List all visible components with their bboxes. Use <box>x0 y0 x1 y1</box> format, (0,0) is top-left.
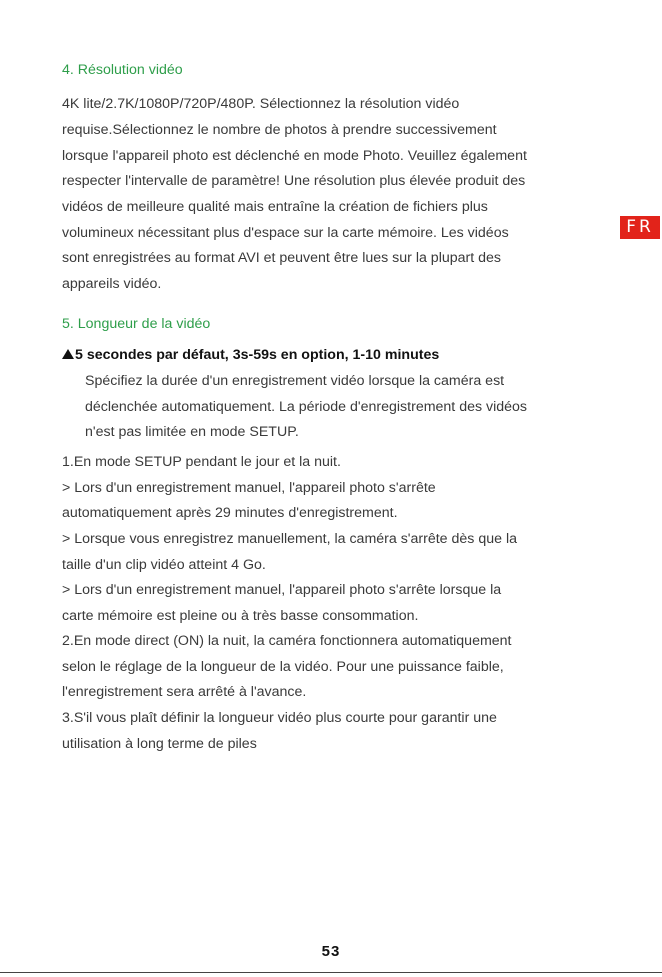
page-number: 53 <box>321 943 341 960</box>
body-line: carte mémoire est pleine ou à très basse consommation. <box>62 608 419 624</box>
body-line: selon le réglage de la longueur de la vidéo. Pour une puissance faible, <box>62 659 504 675</box>
default-note-text: 5 secondes par défaut, 3s-59s en option, 1-10 minutes <box>75 347 440 363</box>
body-line: appareils vidéo. <box>62 276 162 292</box>
indented-line: Spécifiez la durée d'un enregistrement vidéo lorsque la caméra est <box>85 373 505 389</box>
body-line: 4K lite/2.7K/1080P/720P/480P. Sélectionnez la résolution vidéo <box>62 96 460 112</box>
body-line: volumineux nécessitant plus d'espace sur la carte mémoire. Les vidéos <box>62 225 509 241</box>
body-line: requise.Sélectionnez le nombre de photos à prendre successivement <box>62 122 497 138</box>
body-line: sont enregistrées au format AVI et peuvent être lues sur la plupart des <box>62 250 502 266</box>
section-5-heading: 5. Longueur de la vidéo <box>62 316 211 332</box>
body-line: > Lors d'un enregistrement manuel, l'appareil photo s'arrête lorsque la <box>62 582 502 598</box>
body-line: respecter l'intervalle de paramètre! Une résolution plus élevée produit des <box>62 173 526 189</box>
body-line: 3.S'il vous plaît définir la longueur vidéo plus courte pour garantir une <box>62 710 497 726</box>
body-line: automatiquement après 29 minutes d'enregistrement. <box>62 505 398 521</box>
body-line: taille d'un clip vidéo atteint 4 Go. <box>62 557 266 573</box>
language-tab: FR <box>620 216 660 239</box>
body-line: 1.En mode SETUP pendant le jour et la nuit. <box>62 454 341 470</box>
body-line: 2.En mode direct (ON) la nuit, la caméra fonctionnera automatiquement <box>62 633 512 649</box>
body-line: vidéos de meilleure qualité mais entraîne la création de fichiers plus <box>62 199 488 215</box>
body-line: lorsque l'appareil photo est déclenché en mode Photo. Veuillez également <box>62 148 527 164</box>
body-line: utilisation à long terme de piles <box>62 736 257 752</box>
body-line: l'enregistrement sera arrêté à l'avance. <box>62 684 307 700</box>
body-line: > Lorsque vous enregistrez manuellement, la caméra s'arrête dès que la <box>62 531 517 547</box>
indented-line: n'est pas limitée en mode SETUP. <box>85 424 299 440</box>
section-4-heading: 4. Résolution vidéo <box>62 62 183 78</box>
indented-line: déclenchée automatiquement. La période d'enregistrement des vidéos <box>85 399 528 415</box>
body-line: > Lors d'un enregistrement manuel, l'appareil photo s'arrête <box>62 480 436 496</box>
triangle-bullet-icon <box>62 349 74 359</box>
bottom-divider <box>0 972 662 973</box>
default-note <box>62 346 439 364</box>
